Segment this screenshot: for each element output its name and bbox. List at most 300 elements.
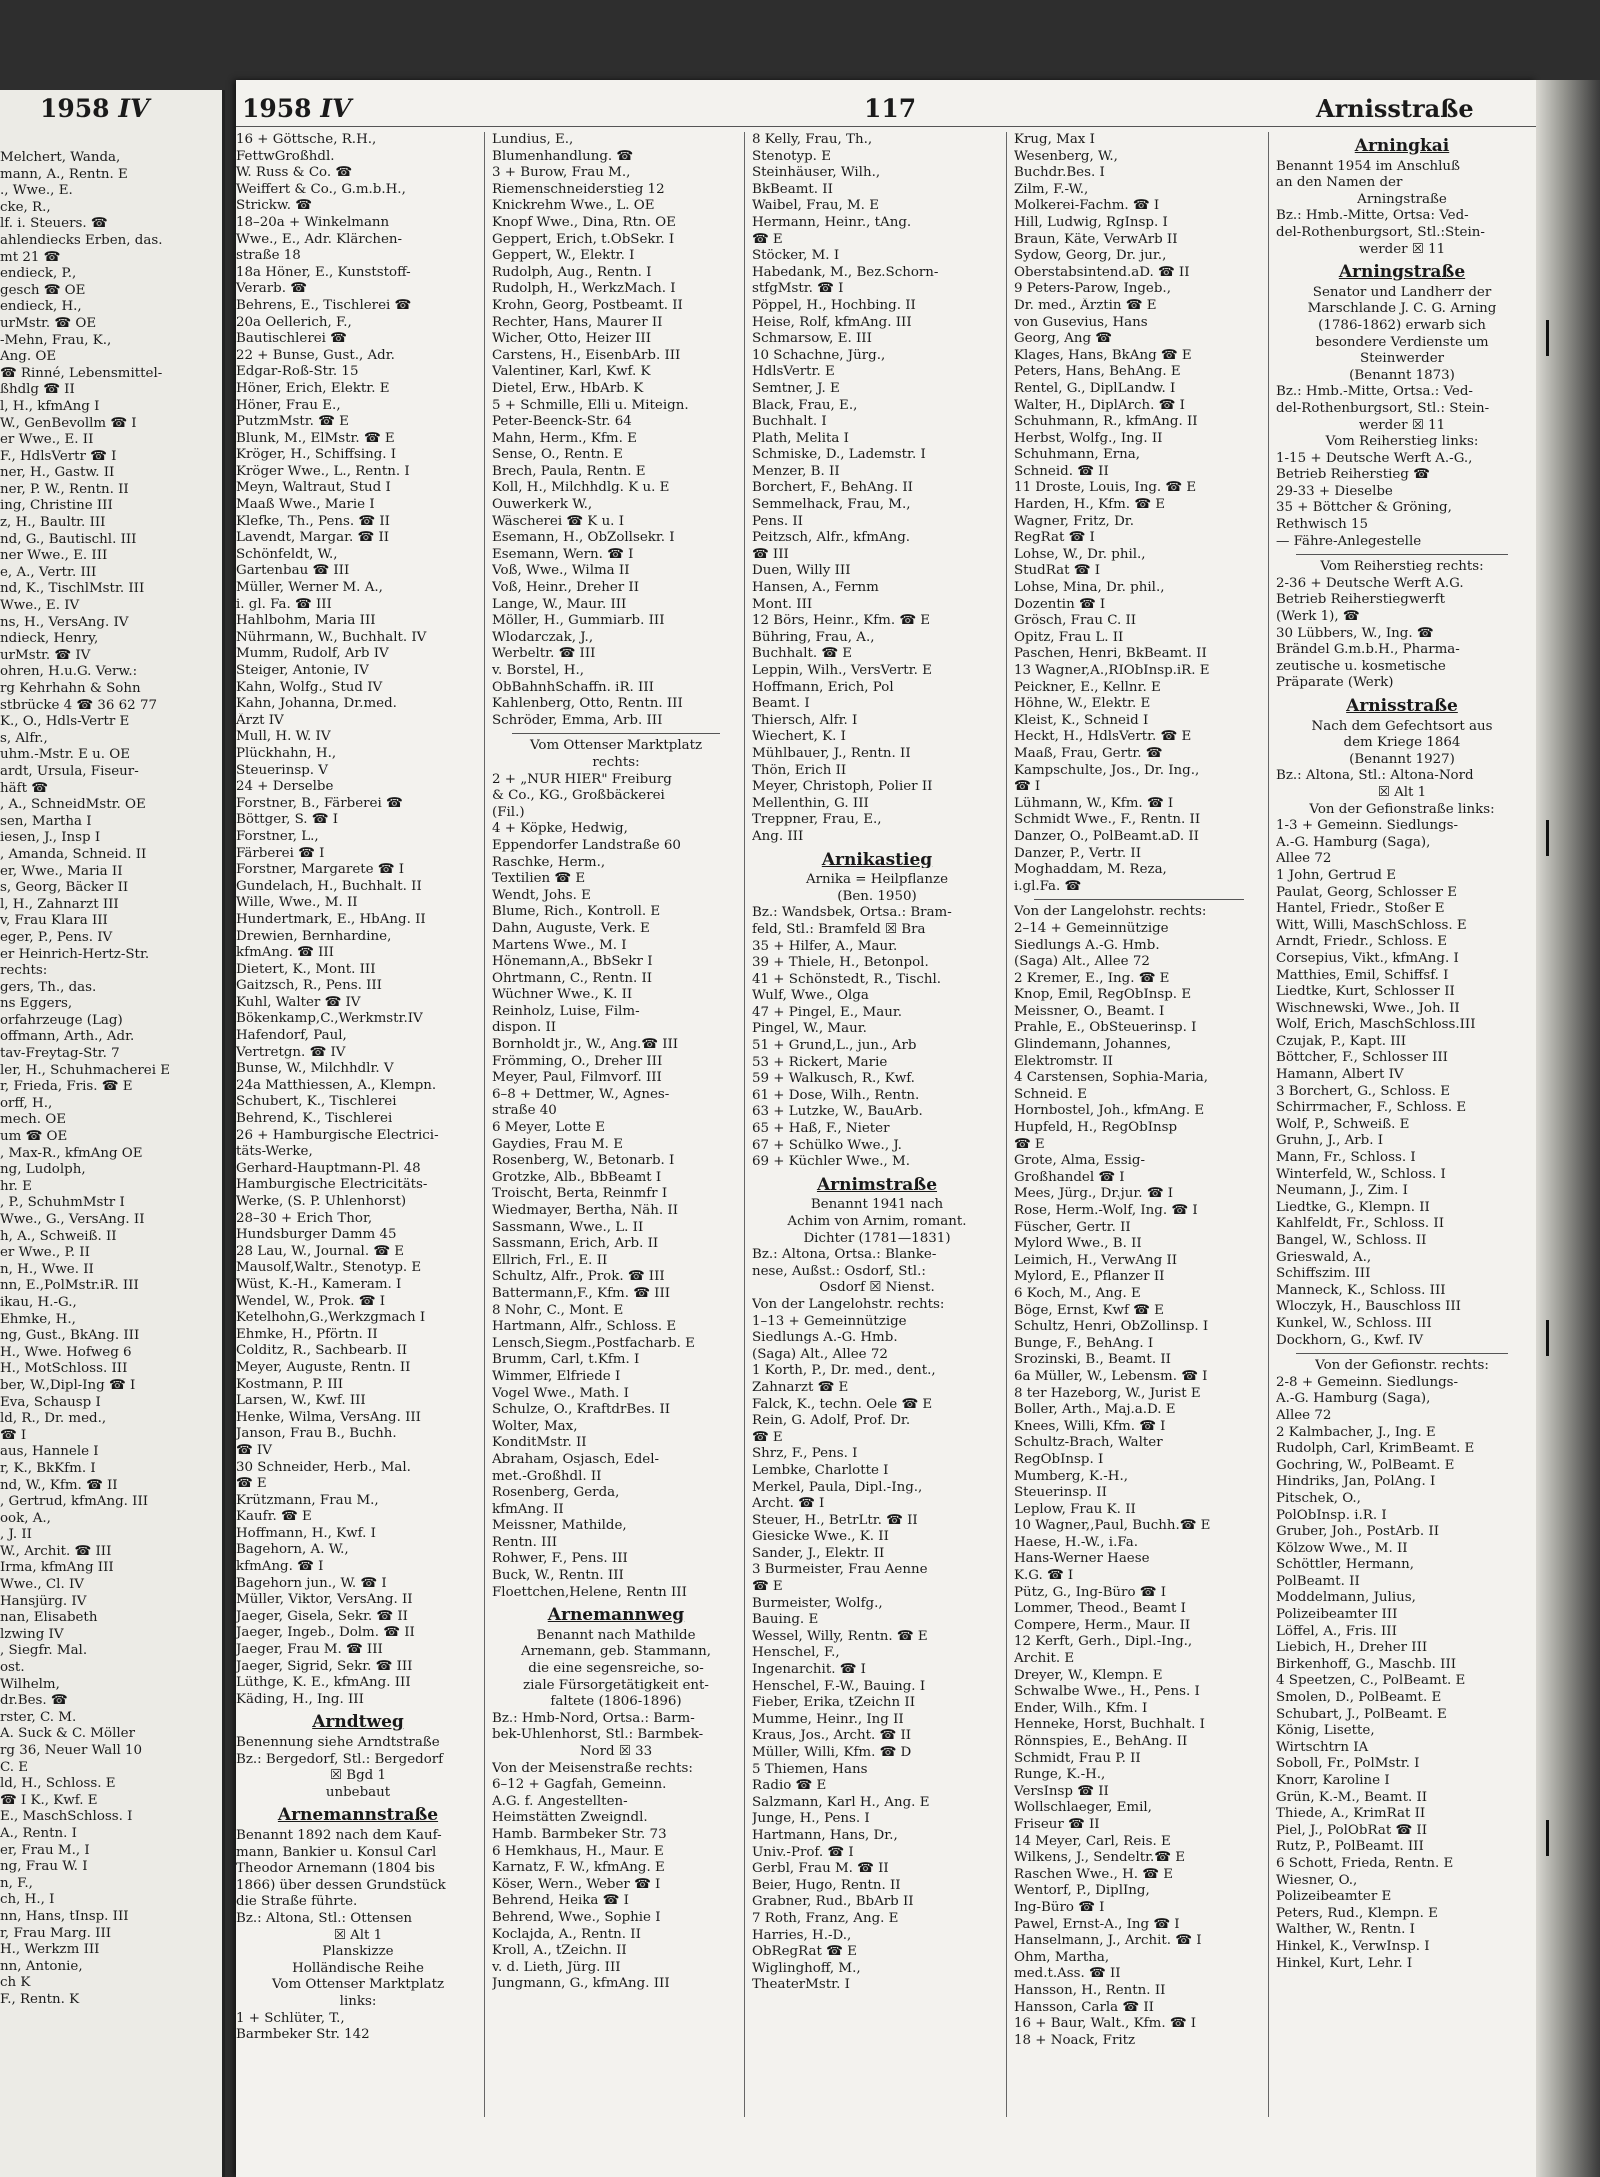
column-2-entry: & Co., KG., Großbäckerei	[492, 788, 665, 804]
left-page-entry: lzwing IV	[0, 1626, 64, 1642]
column-1-entry: Kaufr. ☎ E	[236, 1509, 312, 1525]
column-5-entry: Birkenhoff, G., Maschb. III	[1276, 1656, 1457, 1672]
left-page-entry: rechts:	[0, 963, 48, 979]
column-2-entry: Werbeltr. ☎ III	[492, 646, 596, 662]
column-4-entry: Schultz, Henri, ObZollinsp. I	[1014, 1319, 1209, 1335]
left-page-entry: A. Suck & C. Möller	[0, 1726, 135, 1742]
column-2-entry: Lange, W., Maur. III	[492, 596, 627, 612]
column-4-entry: Danzer, P., Vertr. II	[1014, 845, 1141, 861]
column-1-entry: Behrend, K., Tischlerei	[236, 1111, 393, 1127]
left-page-entry: rg 36, Neuer Wall 10	[0, 1743, 143, 1758]
column-2-entry: Floettchen,Helene, Rentn III	[492, 1584, 687, 1600]
column-1-entry: Nührmann, W., Buchhalt. IV	[236, 629, 427, 645]
column-4-entry: Mylord Wwe., B. II	[1014, 1236, 1142, 1252]
column-2-entry: Reinholz, Luise, Film-	[492, 1003, 640, 1019]
column-1-entry: 28–30 + Erich Thor,	[236, 1210, 373, 1226]
column-3-entry: 12 Börs, Heinr., Kfm. ☎ E	[752, 613, 931, 629]
column-4-entry: Wilkens, J., Sendeltr.☎ E	[1014, 1850, 1186, 1866]
column-2-entry: Esemann, Wern. ☎ I	[492, 546, 634, 562]
column-2-entry: Wlodarczak, J.,	[492, 629, 594, 645]
column-2-entry: Gaydies, Frau M. E	[492, 1136, 623, 1152]
column-divider-4	[1268, 132, 1269, 2117]
column-1-entry: 30 Schneider, Herb., Mal.	[236, 1459, 411, 1475]
column-4-entry: Grote, Alma, Essig-	[1014, 1153, 1146, 1169]
column-4-entry: Moghaddam, M. Reza,	[1014, 862, 1167, 878]
column-3-entry: 61 + Dose, Wilh., Rentn.	[752, 1087, 920, 1103]
left-page	[0, 90, 225, 2177]
column-1-entry: Hafendorf, Paul,	[236, 1028, 347, 1044]
street-heading: Arnemannweg	[547, 1607, 685, 1624]
header-rule	[236, 126, 1536, 127]
column-1-entry: Böttger, S. ☎ I	[236, 812, 339, 828]
column-5-entry: Corsepius, Vikt., kfmAng. I	[1276, 950, 1459, 966]
column-2-entry: Raschke, Herm.,	[492, 854, 606, 870]
left-page-entry: hr. E	[0, 1178, 32, 1194]
column-3-entry: Hoffmann, Erich, Pol	[752, 679, 894, 695]
column-4-entry: Danzer, O., PolBeamt.aD. II	[1014, 828, 1199, 844]
column-4-entry: Rönnspies, E., BehAng. II	[1014, 1734, 1188, 1749]
column-2-entry: Frömming, O., Dreher III	[492, 1053, 663, 1069]
left-page-entry: ch K	[0, 1975, 31, 1991]
column-1-entry: Plückhahn, H.,	[236, 745, 337, 761]
column-2-entry: Blumenhandlung. ☎	[492, 148, 634, 164]
column-2-entry: Dietel, Erw., HbArb. K	[492, 380, 644, 396]
column-5-entry: Allee 72	[1276, 1407, 1332, 1423]
street-note: unbebaut	[325, 1784, 391, 1800]
column-5-entry: Kunkel, W., Schloss. III	[1276, 1315, 1432, 1331]
column-2-entry: Rechter, Hans, Maurer II	[492, 314, 663, 330]
left-page-entry: n, F.,	[0, 1875, 33, 1891]
column-5-entry: Piel, J., PolObRat ☎ II	[1276, 1822, 1427, 1838]
column-3-entry: Salzmann, Karl H., Ang. E	[752, 1794, 930, 1810]
column-4-entry: 14 Meyer, Carl, Reis. E	[1014, 1833, 1171, 1849]
column-1-entry: Steuerinsp. V	[236, 762, 328, 778]
street-heading: Arnimstraße	[816, 1176, 938, 1194]
column-4-entry: i.gl.Fa. ☎	[1014, 878, 1082, 894]
left-page-entry: mann, A., Rentn. E	[0, 166, 128, 182]
column-4-entry: ☎ I	[1014, 779, 1041, 795]
street-note: besondere Verdienste um	[1315, 334, 1489, 350]
column-2-entry: Wendt, Johs. E	[492, 887, 591, 903]
column-2-entry: Hamb. Barmbeker Str. 73	[492, 1826, 667, 1842]
column-1-entry: Dietert, K., Mont. III	[236, 961, 376, 977]
column-3-entry: 10 Schachne, Jürg.,	[752, 347, 886, 363]
column-5-entry: Grün, K.-M., Beamt. II	[1276, 1789, 1428, 1805]
left-page-entry: W., Archit. ☎ III	[0, 1543, 112, 1559]
left-page-entry: Ehmke, H.,	[0, 1311, 76, 1327]
column-5-entry: Benannt 1954 im Anschluß	[1276, 158, 1460, 174]
column-4-entry: VersInsp ☎ II	[1014, 1783, 1109, 1799]
edge-mark	[1546, 320, 1549, 356]
column-4-entry: Braun, Käte, VerwArb II	[1014, 231, 1178, 247]
edge-mark	[1546, 1820, 1549, 1856]
left-page-entry: dr.Bes. ☎	[0, 1693, 68, 1709]
column-1-entry: Steiger, Antonie, IV	[236, 663, 369, 678]
left-page-entry: ., Wwe., E.	[0, 183, 73, 199]
column-2-entry: Knopf Wwe., Dina, Rtn. OE	[492, 214, 676, 230]
left-page-entry: e, A., Vertr. III	[0, 564, 97, 580]
left-page-entry: F., HdlsVertr ☎ I	[0, 448, 117, 464]
column-1-entry: Gartenbau ☎ III	[236, 563, 350, 579]
column-1-entry: Bagehorn jun., W. ☎ I	[236, 1575, 387, 1591]
column-3-entry: Semmelhack, Frau, M.,	[752, 497, 911, 513]
column-4-entry: Leplow, Frau K. II	[1014, 1501, 1136, 1517]
street-heading: Arnemannstraße	[277, 1807, 439, 1824]
column-5-entry: Wischnewski, Wwe., Joh. II	[1276, 1000, 1460, 1016]
column-4-entry: Maaß, Frau, Gertr. ☎	[1014, 745, 1163, 761]
street-note: Von der Gefionstraße links:	[1309, 801, 1495, 817]
column-1-entry: Larsen, W., Kwf. III	[236, 1393, 366, 1409]
column-2-entry: Schröder, Emma, Arb. III	[492, 712, 663, 728]
left-page-entry: A., Rentn. I	[0, 1825, 77, 1841]
column-5-entry: Dockhorn, G., Kwf. IV	[1276, 1332, 1424, 1348]
column-3-entry: Univ.-Prof. ☎ I	[752, 1844, 854, 1860]
column-5-entry: A.-G. Hamburg (Saga),	[1276, 1391, 1431, 1407]
street-note: Benannt nach Mathilde	[536, 1627, 696, 1643]
column-5-entry: Hinkel, K., VerwInsp. I	[1276, 1938, 1430, 1954]
column-2-entry: Rentn. III	[492, 1534, 558, 1550]
column-3-entry: Beier, Hugo, Rentn. II	[752, 1877, 901, 1893]
column-1-entry: Behrens, E., Tischlerei ☎	[236, 297, 412, 313]
column-3-entry: 67 + Schülko Wwe., J.	[752, 1137, 902, 1153]
left-page-entry: orff, H.,	[0, 1095, 53, 1111]
left-page-entry: E., MaschSchloss. I	[0, 1809, 133, 1825]
column-4-entry: Molkerei-Fachm. ☎ I	[1014, 198, 1160, 214]
column-3-entry: Gerbl, Frau M. ☎ II	[752, 1861, 889, 1877]
left-page-entry: lf. i. Steuers. ☎	[0, 216, 108, 232]
column-4-entry: Buchdr.Bes. I	[1014, 165, 1105, 181]
left-page-entry: mech. OE	[0, 1112, 67, 1128]
column-3-entry: Stöcker, M. I	[752, 248, 840, 264]
column-1-entry: ☎ E	[236, 1476, 267, 1492]
left-page-entry: nn, Antonie,	[0, 1958, 83, 1974]
column-4-entry: Lohse, Mina, Dr. phil.,	[1014, 580, 1165, 596]
column-1-entry: Lüthge, K. E., kfmAng. III	[236, 1675, 411, 1691]
column-2-entry: Bornholdt jr., W., Ang.☎ III	[492, 1037, 679, 1053]
column-1-entry: Forstner, L.,	[236, 828, 319, 844]
column-2-entry: Textilien ☎ E	[492, 871, 586, 887]
column-3-entry: Habedank, M., Bez.Schorn-	[752, 264, 939, 280]
column-2-entry: Schultz, Alfr., Prok. ☎ III	[492, 1269, 665, 1285]
column-3-entry: Pens. II	[752, 513, 803, 529]
left-page-entry: ns Eggers,	[0, 996, 73, 1012]
left-page-entry: ner Wwe., E. III	[0, 548, 108, 564]
column-2-entry: Lensch,Siegm.,Postfacharb. E	[492, 1335, 695, 1351]
street-note: Nord ☒ 33	[579, 1744, 653, 1759]
column-4-entry: Bunge, F., BehAng. I	[1014, 1335, 1154, 1351]
column-5-entry: Rethwisch 15	[1276, 517, 1369, 533]
column-2-entry: 3 + Burow, Frau M.,	[492, 165, 631, 181]
column-5	[1276, 132, 1528, 1972]
column-5-entry: Löffel, A., Fris. III	[1276, 1623, 1397, 1639]
column-3-entry: ☎ E	[752, 1429, 783, 1445]
column-1-entry: Käding, H., Ing. III	[236, 1691, 364, 1707]
column-2-entry: Hartmann, Alfr., Schloss. E	[492, 1319, 677, 1335]
column-4	[1014, 132, 1264, 2049]
column-1-entry: 26 + Hamburgische Electrici-	[236, 1127, 439, 1143]
column-5-entry: Wolf, P., Schweiß. E	[1276, 1116, 1410, 1132]
column-1-entry: Gundelach, H., Buchhalt. II	[236, 878, 422, 894]
left-page-entry: er Heinrich-Hertz-Str.	[0, 946, 150, 962]
street-note: Vom Ottenser Marktplatz	[271, 1977, 445, 1993]
column-1-entry: Kröger Wwe., L., Rentn. I	[236, 463, 410, 479]
left-page-entry: ld, R., Dr. med.,	[0, 1411, 107, 1427]
column-1-entry: Wille, Wwe., M. II	[236, 895, 358, 911]
column-2-entry: Lundius, E.,	[492, 132, 574, 147]
left-page-entry: ld, H., Schloss. E	[0, 1776, 116, 1792]
column-5-entry: Rutz, P., PolBeamt. III	[1276, 1839, 1424, 1855]
street-note: Achim von Arnim, romant.	[787, 1214, 967, 1229]
column-4-entry: Böge, Ernst, Kwf ☎ E	[1014, 1302, 1164, 1318]
column-3-entry: 1–13 + Gemeinnützige	[752, 1313, 907, 1329]
column-1-entry: 24a Matthiessen, A., Klempn.	[236, 1077, 437, 1093]
column-5-entry: Rudolph, Carl, KrimBeamt. E	[1276, 1441, 1475, 1457]
column-3-entry: ☎ III	[752, 546, 789, 562]
column-1-entry: Meyer, Auguste, Rentn. II	[236, 1359, 411, 1375]
left-page-entry: Wwe., G., VersAng. II	[0, 1212, 145, 1227]
column-2-entry: Jungmann, G., kfmAng. III	[492, 1976, 670, 1992]
left-page-entry: z, H., Baultr. III	[0, 515, 106, 531]
column-2-entry: Esemann, H., ObZollsekr. I	[492, 530, 675, 546]
column-3-entry: HdlsVertr. E	[752, 364, 835, 380]
left-page-entry: s, Georg, Bäcker II	[0, 880, 129, 896]
left-page-entry: ook, A.,	[0, 1510, 51, 1526]
street-note: Holländische Reihe	[292, 1960, 424, 1976]
column-1-entry: 18a Höner, E., Kunststoff-	[236, 264, 411, 280]
section-rule	[1296, 554, 1508, 555]
column-4-entry: 4 Carstensen, Sophia-Maria,	[1014, 1070, 1208, 1086]
column-3-entry: Hansen, A., Fernm	[752, 580, 879, 596]
left-page-entry: iesen, J., Insp I	[0, 830, 101, 846]
column-2-entry: bek-Uhlenhorst, Stl.: Barmbek-	[492, 1727, 704, 1743]
column-4-entry: Boller, Arth., Maj.a.D. E	[1014, 1402, 1176, 1418]
column-2-entry: Behrend, Heika ☎ I	[492, 1893, 629, 1909]
column-3-entry: Plath, Melita I	[752, 430, 849, 446]
column-2-entry: 6–8 + Dettmer, W., Agnes-	[492, 1086, 670, 1102]
column-5-entry: Betrieb Reiherstiegwerft	[1276, 592, 1445, 608]
column-3-entry: Henschel, F.,	[752, 1645, 840, 1661]
left-page-entry: K., O., Hdls-Vertr E	[0, 714, 130, 730]
column-1-entry: 22 + Bunse, Gust., Adr.	[236, 347, 395, 363]
column-1-entry: Höner, Frau E.,	[236, 397, 341, 413]
column-1-entry: Edgar-Roß-Str. 15	[236, 364, 359, 380]
column-1-entry: 1 + Schlüter, T.,	[236, 2010, 345, 2026]
left-page-entry: rster, C. M.	[0, 1709, 77, 1725]
column-4-entry: Höhne, W., Elektr. E	[1014, 696, 1151, 712]
column-4-entry: 8 ter Hazeborg, W., Jurist E	[1014, 1385, 1201, 1401]
street-note: werder ☒ 11	[1358, 241, 1446, 257]
column-3-entry: Bühring, Frau, A.,	[752, 629, 875, 645]
column-2-entry: Brumm, Carl, t.Kfm. I	[492, 1352, 640, 1368]
left-page-entry: urMstr. ☎ OE	[0, 315, 97, 331]
left-page-entry: ohren, H.u.G. Verw.:	[0, 664, 138, 680]
column-5-entry: Wiesner, O.,	[1276, 1872, 1358, 1888]
column-4-entry: Mumberg, K.-H.,	[1014, 1468, 1128, 1484]
column-4-entry: 6 Koch, M., Ang. E	[1014, 1285, 1141, 1301]
left-page-entry: Wilhelm,	[0, 1676, 60, 1692]
left-page-entry: , J. II	[0, 1527, 32, 1543]
column-3-entry: Junge, H., Pens. I	[752, 1811, 870, 1827]
column-2-entry: straße 40	[492, 1103, 557, 1119]
column-2-entry: Brech, Paula, Rentn. E	[492, 463, 646, 479]
left-page-entry: ner, P. W., Rentn. II	[0, 481, 129, 497]
column-5-entry: Schubart, J., PolBeamt. E	[1276, 1706, 1447, 1722]
left-page-entry: , Siegfr. Mal.	[0, 1643, 88, 1659]
column-3-entry: 35 + Hilfer, A., Maur.	[752, 938, 898, 954]
column-3-entry: Mühlbauer, J., Rentn. II	[752, 745, 911, 761]
column-3-entry: stfgMstr. ☎ I	[752, 281, 844, 297]
column-2-entry: Wüchner Wwe., K. II	[492, 987, 633, 1003]
left-page-entry: l, H., kfmAng I	[0, 398, 100, 414]
column-2-entry: Möller, H., Gummiarb. III	[492, 613, 665, 629]
column-2-entry: Mahn, Herm., Kfm. E	[492, 430, 637, 446]
left-page-entry: nan, Elisabeth	[0, 1610, 98, 1626]
street-note: (Benannt 1873)	[1349, 367, 1455, 383]
column-1-entry: Jaeger, Frau M. ☎ III	[236, 1642, 383, 1658]
column-4-entry: Wollschlaeger, Emil,	[1014, 1800, 1152, 1816]
left-page-entry: ardt, Ursula, Fiseur-	[0, 763, 139, 779]
column-4-entry: von Gusevius, Hans	[1014, 314, 1148, 330]
column-2-entry: 5 + Schmille, Elli u. Miteign.	[492, 397, 689, 413]
left-page-entry: Eva, Schausp I	[0, 1394, 101, 1410]
column-5-entry: Schöttler, Hermann,	[1276, 1557, 1414, 1573]
column-3-entry: 1 Korth, P., Dr. med., dent.,	[752, 1363, 936, 1379]
column-5-entry: del-Rothenburgsort, Stl.: Stein-	[1276, 400, 1490, 416]
column-5-entry: Thiede, A., KrimRat II	[1276, 1806, 1426, 1822]
column-4-entry: Meissner, O., Beamt. I	[1014, 1003, 1165, 1019]
column-1-entry: Hahlbohm, Maria III	[236, 613, 376, 629]
street-heading: Arndtweg	[312, 1714, 404, 1731]
column-3-entry: Hartmann, Hans, Dr.,	[752, 1827, 898, 1843]
column-4-entry: Paschen, Henri, BkBeamt. II	[1014, 646, 1207, 662]
column-2-entry: v. d. Lieth, Jürg. III	[492, 1959, 621, 1975]
street-heading: Arnisstraße	[1346, 698, 1458, 715]
column-2-entry: ObBahnhSchaffn. iR. III	[492, 679, 654, 695]
column-4-entry: Hornbostel, Joh., kfmAng. E	[1014, 1103, 1205, 1119]
page-header-left	[242, 94, 351, 123]
column-3-entry: Shrz, F., Pens. I	[752, 1446, 858, 1462]
column-4-entry: Peters, Hans, BehAng. E	[1014, 364, 1181, 380]
column-5-entry: 1-15 + Deutsche Werft A.-G.,	[1276, 450, 1473, 466]
column-4-entry: 2 Kremer, E., Ing. ☎ E	[1014, 970, 1170, 986]
column-3-entry: Thiersch, Alfr. I	[752, 712, 858, 728]
column-2-entry: Battermann,F., Kfm. ☎ III	[492, 1285, 671, 1301]
column-4-entry: Dreyer, W., Klempn. E	[1014, 1667, 1163, 1683]
street-note: Benannt 1941 nach	[810, 1197, 944, 1213]
column-4-entry: Hanselmann, J., Archit. ☎ I	[1014, 1933, 1202, 1949]
left-page-entry: stbrücke 4 ☎ 36 62 77	[0, 697, 157, 713]
left-page-entry: ch, H., I	[0, 1892, 55, 1908]
column-5-entry: Paulat, Georg, Schlosser E	[1276, 884, 1458, 900]
column-3-entry: Meyer, Christoph, Polier II	[752, 779, 933, 795]
street-note: Von der Gefionstr. rechts:	[1315, 1358, 1489, 1374]
left-page-entry: l, H., Zahnarzt III	[0, 896, 119, 912]
column-5-entry: Böttcher, F., Schlosser III	[1276, 1050, 1448, 1066]
street-note: Marschlande J. C. G. Arning	[1307, 301, 1497, 317]
left-page-entry: endieck, P.,	[0, 266, 77, 282]
column-3-entry: ☎ E	[752, 1579, 783, 1595]
column-4-entry: RegRat ☎ I	[1014, 530, 1095, 546]
column-5-entry: 4 Speetzen, C., PolBeamt. E	[1276, 1673, 1466, 1689]
column-2-entry: Voß, Heinr., Dreher II	[492, 580, 640, 596]
column-1-entry: Bz.: Altona, Stl.: Ottensen	[236, 1910, 413, 1926]
section-rule	[1296, 1353, 1508, 1354]
section-rule	[1034, 899, 1244, 900]
column-5-entry: 6 Schott, Frieda, Rentn. E	[1276, 1855, 1454, 1871]
column-5-entry: 29-33 + Dieselbe	[1276, 483, 1393, 499]
column-2-entry: Geppert, W., Elektr. I	[492, 248, 635, 264]
left-page-entry: sen, Martha I	[0, 813, 92, 829]
column-2-entry: 6 Hemkhaus, H., Maur. E	[492, 1843, 664, 1859]
column-1-entry: Bunse, W., Milchhdlr. V	[236, 1061, 394, 1077]
column-5-entry: 2 Kalmbacher, J., Ing. E	[1276, 1424, 1436, 1440]
column-2-entry: Geppert, Erich, t.ObSekr. I	[492, 231, 675, 247]
column-5-entry: Wolf, Erich, MaschSchloss.III	[1276, 1017, 1476, 1033]
column-3-entry: Menzer, B. II	[752, 463, 840, 479]
left-page-entry: ☎ I	[0, 1427, 27, 1443]
column-4-entry: Pütz, G., Ing-Büro ☎ I	[1014, 1584, 1166, 1600]
column-4-entry: Dr. med., Ärztin ☎ E	[1014, 297, 1157, 313]
column-4-entry: 11 Droste, Louis, Ing. ☎ E	[1014, 480, 1197, 496]
column-5-entry: Brändel G.m.b.H., Pharma-	[1276, 642, 1460, 658]
column-4-entry: Mylord, E., Pflanzer II	[1014, 1269, 1165, 1285]
column-3-entry: 8 Kelly, Frau, Th.,	[752, 132, 873, 147]
column-3-entry: Pingel, W., Maur.	[752, 1021, 867, 1037]
column-5-entry: Matthies, Emil, Schiffsf. I	[1276, 967, 1449, 983]
column-1-entry: die Straße führte.	[236, 1894, 358, 1910]
column-5-entry: Hindriks, Jan, PolAng. I	[1276, 1474, 1436, 1490]
column-2-entry: Abraham, Osjasch, Edel-	[492, 1451, 660, 1467]
column-1-entry: W. Russ & Co. ☎	[236, 165, 353, 181]
column-3-entry: Siedlungs A.-G. Hmb.	[752, 1330, 898, 1346]
column-5-entry: Wloczyk, H., Bauschloss III	[1276, 1299, 1461, 1315]
column-4-entry: Dozentin ☎ I	[1014, 596, 1106, 612]
column-3-entry: ObRegRat ☎ E	[752, 1944, 857, 1960]
column-3-entry: 69 + Küchler Wwe., M.	[752, 1154, 910, 1170]
column-2-entry: Vogel Wwe., Math. I	[492, 1385, 629, 1401]
column-1-entry: Kahn, Wolfg., Stud IV	[236, 679, 383, 695]
column-5-entry: 30 Lübbers, W., Ing. ☎	[1276, 625, 1434, 641]
column-3-entry: Zahnarzt ☎ E	[752, 1379, 849, 1395]
column-2-entry: Kroll, A., tZeichn. II	[492, 1943, 627, 1959]
column-2-entry: Wimmer, Elfriede I	[492, 1368, 621, 1384]
column-2-entry: (Fil.)	[492, 804, 525, 820]
column-5-entry: Liebich, H., Dreher III	[1276, 1640, 1428, 1656]
column-1-entry: Jaeger, Gisela, Sekr. ☎ II	[236, 1608, 408, 1624]
column-4-entry: Hansson, Carla ☎ II	[1014, 1999, 1154, 2015]
column-3-entry: Grabner, Rud., BbArb II	[752, 1894, 914, 1910]
street-note: Vom Reiherstieg links:	[1325, 434, 1479, 450]
column-5-entry: Mann, Fr., Schloss. I	[1276, 1150, 1416, 1166]
column-1-entry: Ketelhohn,G.,Werkzgmach I	[236, 1310, 426, 1326]
column-5-entry: Bz.: Altona, Stl.: Altona-Nord	[1276, 768, 1474, 784]
column-3-entry: Stenotyp. E	[752, 148, 831, 164]
column-2-entry: Eppendorfer Landstraße 60	[492, 837, 681, 853]
column-1-entry: Benennung siehe Arndtstraße	[236, 1735, 440, 1750]
left-page-entry: H., Wwe. Hofweg 6	[0, 1344, 132, 1360]
column-2-entry: Krohn, Georg, Postbeamt. II	[492, 297, 683, 313]
column-1-entry: Wüst, K.-H., Kameram. I	[236, 1276, 402, 1292]
left-page-entry: rg Kehrhahn & Sohn	[0, 681, 141, 696]
column-1-entry: 1866) über dessen Grundstück	[236, 1877, 446, 1893]
street-note: Planskizze	[322, 1944, 394, 1960]
column-5-entry: Soboll, Fr., PolMstr. I	[1276, 1756, 1420, 1772]
column-3-entry: Peitzsch, Alfr., kfmAng.	[752, 530, 911, 546]
street-note: Vom Ottenser Marktplatz	[529, 738, 703, 754]
column-3-entry: Leppin, Wilh., VersVertr. E	[752, 663, 932, 678]
left-page-entry: nn, Hans, tInsp. III	[0, 1908, 129, 1924]
page-header-street: Arnisstraße	[1316, 94, 1474, 123]
